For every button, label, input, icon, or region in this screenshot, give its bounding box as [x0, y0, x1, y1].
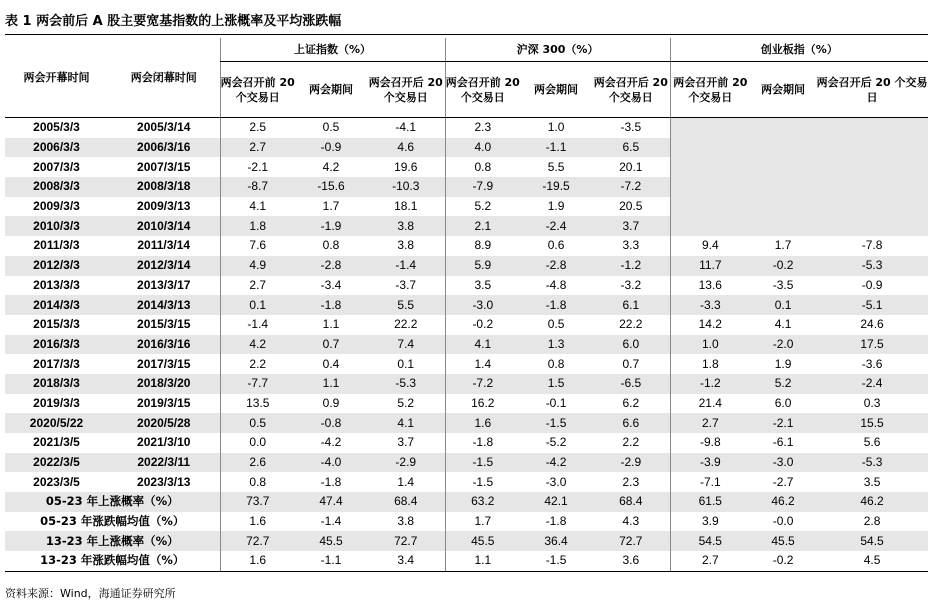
- cell-value: 5.2: [750, 374, 816, 394]
- cell-value: -0.9: [295, 138, 367, 158]
- cell-value: 3.5: [863, 474, 881, 489]
- cell-value: -2.1: [220, 157, 295, 177]
- cell-value: 1.3: [520, 335, 592, 355]
- cell-open-date: 2011/3/3: [33, 238, 80, 253]
- table-row: [5, 236, 928, 256]
- cell-value: 22.2: [619, 317, 643, 332]
- cell-value: 3.8: [397, 238, 415, 253]
- table-row: [5, 216, 928, 236]
- cell-value: [816, 216, 928, 236]
- cell-value: -3.4: [320, 277, 342, 292]
- cell-value: -0.2: [750, 551, 816, 571]
- cell-value: 5.9: [445, 256, 520, 276]
- cell-close-date: 2017/3/15: [137, 356, 191, 371]
- cell-value: -2.4: [816, 374, 928, 394]
- cell-value: 21.4: [670, 394, 750, 414]
- cell-value: -3.7: [395, 277, 417, 292]
- table-row: [5, 433, 928, 453]
- cell-value: 16.2: [445, 394, 520, 414]
- cell-value: 3.5: [445, 276, 520, 296]
- summary-row: [5, 531, 928, 551]
- table-row: [5, 197, 928, 217]
- table-body: [5, 118, 928, 572]
- cell-value: 6.0: [774, 395, 792, 410]
- cell-open-date: 2017/3/3: [33, 356, 80, 371]
- cell-value: -5.3: [816, 256, 928, 276]
- cell-value: 2.7: [220, 276, 295, 296]
- cell-value: -1.5: [445, 453, 520, 473]
- summary-row: [5, 512, 928, 532]
- cell-close-date: 2021/3/10: [137, 435, 191, 450]
- cell-value: -5.3: [367, 374, 445, 394]
- cell-value: 15.5: [816, 413, 928, 433]
- cell-value: -2.9: [592, 453, 670, 473]
- cell-value: 2.2: [622, 435, 640, 450]
- cell-value: 3.8: [367, 216, 445, 236]
- cell-value: 0.1: [750, 295, 816, 315]
- cell-value: 45.5: [445, 531, 520, 551]
- summary-row: [5, 492, 928, 512]
- cell-value: 2.7: [220, 138, 295, 158]
- cell-value: -7.8: [861, 238, 883, 253]
- cell-value: 4.1: [367, 413, 445, 433]
- cell-close-date: 2016/3/16: [108, 335, 220, 355]
- cell-value: 4.2: [322, 159, 340, 174]
- cell-value: 0.1: [397, 356, 415, 371]
- cell-value: 4.0: [445, 138, 520, 158]
- cell-value: -3.2: [620, 277, 642, 292]
- cell-open-date: 2007/3/3: [33, 159, 80, 174]
- cell-open-date: 2013/3/3: [33, 277, 80, 292]
- cell-value: -1.9: [295, 216, 367, 236]
- cell-value: -1.8: [545, 514, 567, 529]
- cell-value: -2.7: [772, 474, 794, 489]
- cell-value: 0.8: [445, 157, 520, 177]
- cell-open-date: 2015/3/3: [33, 317, 80, 332]
- cell-value: -1.4: [367, 256, 445, 276]
- cell-value: -7.1: [670, 472, 750, 492]
- cell-close-date: 2006/3/16: [108, 138, 220, 158]
- cell-value: 2.3: [622, 474, 640, 489]
- table-row: [5, 118, 928, 138]
- cell-value: 6.0: [592, 335, 670, 355]
- cell-value: 4.2: [220, 335, 295, 355]
- cell-close-date: 2014/3/13: [108, 295, 220, 315]
- cell-value: 3.4: [367, 551, 445, 571]
- table-row: [5, 276, 928, 296]
- cell-value: 47.4: [295, 492, 367, 512]
- cell-value: -4.1: [395, 120, 417, 135]
- source-footnote: 资料来源：Wind，海通证券研究所: [5, 587, 176, 600]
- cell-value: 4.1: [445, 335, 520, 355]
- table-row: [5, 295, 928, 315]
- cell-value: -2.8: [520, 256, 592, 276]
- cell-value: -1.8: [445, 433, 520, 453]
- cell-value: [750, 118, 816, 138]
- cell-value: 1.7: [322, 199, 340, 214]
- cell-value: 4.1: [774, 317, 792, 332]
- cell-value: [750, 197, 816, 217]
- cell-close-date: 2012/3/14: [108, 256, 220, 276]
- cell-value: 0.9: [322, 395, 340, 410]
- cell-open-date: 2020/5/22: [5, 413, 108, 433]
- cell-value: 1.6: [445, 413, 520, 433]
- summary-label: 05-23 年涨跌幅均值（%）: [40, 514, 185, 529]
- cell-open-date: 2005/3/3: [33, 120, 80, 135]
- header-group-chinext: 创业板指（%）: [670, 38, 928, 62]
- cell-value: 7.6: [220, 236, 295, 256]
- cell-value: -0.0: [772, 514, 794, 529]
- cell-close-date: 2009/3/13: [137, 199, 191, 214]
- cell-value: 20.5: [619, 199, 643, 214]
- cell-value: [750, 177, 816, 197]
- cell-value: -1.5: [520, 551, 592, 571]
- cell-value: -2.9: [367, 453, 445, 473]
- cell-value: 1.9: [774, 356, 792, 371]
- cell-value: -1.2: [670, 374, 750, 394]
- cell-value: -0.2: [445, 315, 520, 335]
- cell-value: -1.8: [520, 295, 592, 315]
- cell-value: 3.6: [592, 551, 670, 571]
- cell-value: [670, 197, 750, 217]
- cell-open-date: 2010/3/3: [5, 216, 108, 236]
- cell-value: -4.0: [295, 453, 367, 473]
- cell-value: 46.2: [816, 492, 928, 512]
- cell-value: -7.2: [592, 177, 670, 197]
- cell-value: -3.5: [772, 277, 794, 292]
- cell-open-date: 2022/3/5: [5, 453, 108, 473]
- cell-value: 2.6: [220, 453, 295, 473]
- cell-open-date: 2009/3/3: [33, 199, 80, 214]
- cell-open-date: 2021/3/5: [33, 435, 80, 450]
- cell-value: [750, 157, 816, 177]
- cell-value: 1.9: [547, 199, 565, 214]
- cell-value: -1.4: [220, 315, 295, 335]
- cell-value: 6.1: [592, 295, 670, 315]
- cell-value: -15.6: [295, 177, 367, 197]
- cell-value: -1.2: [592, 256, 670, 276]
- table-row: [5, 335, 928, 355]
- cell-value: 2.5: [220, 118, 295, 138]
- cell-value: [670, 118, 750, 138]
- cell-value: 7.4: [367, 335, 445, 355]
- cell-open-date: 2008/3/3: [5, 177, 108, 197]
- cell-value: -19.5: [520, 177, 592, 197]
- cell-value: 68.4: [367, 492, 445, 512]
- cell-value: 0.7: [622, 356, 640, 371]
- cell-close-date: 2020/5/28: [108, 413, 220, 433]
- cell-value: 14.2: [670, 315, 750, 335]
- cell-value: 0.3: [863, 395, 881, 410]
- cell-value: 5.5: [367, 295, 445, 315]
- cell-value: 2.1: [445, 216, 520, 236]
- table-caption: 表 1 两会前后 A 股主要宽基指数的上涨概率及平均涨跌幅: [5, 14, 342, 29]
- cell-value: 18.1: [394, 199, 418, 214]
- cell-value: -3.0: [445, 295, 520, 315]
- cell-value: 6.6: [592, 413, 670, 433]
- cell-value: 8.9: [445, 236, 520, 256]
- table-row: [5, 472, 928, 492]
- cell-value: -2.8: [295, 256, 367, 276]
- cell-value: -0.2: [750, 256, 816, 276]
- cell-value: 9.4: [670, 236, 750, 256]
- cell-value: [670, 138, 750, 158]
- cell-value: [816, 138, 928, 158]
- cell-close-date: 2008/3/18: [108, 177, 220, 197]
- cell-value: 73.7: [220, 492, 295, 512]
- cell-value: [816, 118, 928, 138]
- cell-value: 4.1: [220, 197, 295, 217]
- table-row: [5, 374, 928, 394]
- cell-value: [670, 216, 750, 236]
- cell-value: 1.1: [295, 374, 367, 394]
- summary-row: [5, 551, 928, 571]
- cell-value: 19.6: [394, 159, 418, 174]
- cell-value: 1.5: [520, 374, 592, 394]
- cell-value: 1.6: [220, 512, 295, 532]
- cell-value: 4.5: [816, 551, 928, 571]
- table-row: [5, 354, 928, 374]
- header-sub: 两会期间: [520, 62, 592, 118]
- cell-open-date: 2012/3/3: [5, 256, 108, 276]
- cell-close-date: 2019/3/15: [137, 395, 191, 410]
- cell-value: -3.0: [750, 453, 816, 473]
- cell-value: -1.5: [520, 413, 592, 433]
- cell-value: 0.5: [322, 120, 340, 135]
- cell-close-date: 2005/3/14: [137, 120, 191, 135]
- cell-value: 1.7: [445, 512, 520, 532]
- cell-value: 2.7: [670, 551, 750, 571]
- cell-value: -5.1: [816, 295, 928, 315]
- cell-close-date: 2022/3/11: [108, 453, 220, 473]
- cell-value: -3.0: [545, 474, 567, 489]
- cell-value: -2.4: [520, 216, 592, 236]
- cell-value: -8.7: [220, 177, 295, 197]
- header-open-date: 两会开幕时间: [5, 38, 108, 118]
- table-row: [5, 138, 928, 158]
- cell-value: -1.4: [320, 514, 342, 529]
- cell-value: 61.5: [670, 492, 750, 512]
- cell-value: 54.5: [816, 531, 928, 551]
- cell-value: 5.5: [547, 159, 565, 174]
- cell-value: [816, 157, 928, 177]
- cell-value: 1.6: [220, 551, 295, 571]
- cell-value: [750, 138, 816, 158]
- cell-close-date: 2010/3/14: [108, 216, 220, 236]
- cell-open-date: 2023/3/5: [33, 474, 80, 489]
- cell-value: -1.5: [445, 472, 520, 492]
- cell-value: 0.5: [547, 317, 565, 332]
- cell-value: 1.4: [397, 474, 415, 489]
- cell-value: [750, 216, 816, 236]
- header-sub: 两会召开前 20 个交易日: [445, 62, 520, 118]
- cell-value: 13.5: [220, 394, 295, 414]
- cell-value: 3.7: [397, 435, 415, 450]
- cell-value: 0.8: [220, 472, 295, 492]
- cell-value: -4.2: [320, 435, 342, 450]
- cell-value: 1.0: [547, 120, 565, 135]
- cell-value: 1.4: [445, 354, 520, 374]
- cell-value: -1.8: [295, 295, 367, 315]
- cell-value: 4.9: [220, 256, 295, 276]
- cell-open-date: 2019/3/3: [33, 395, 80, 410]
- cell-value: -7.7: [220, 374, 295, 394]
- cell-value: 3.8: [397, 514, 415, 529]
- cell-value: 68.4: [592, 492, 670, 512]
- cell-close-date: 2007/3/15: [137, 159, 191, 174]
- cell-value: -4.2: [520, 453, 592, 473]
- cell-value: 1.1: [445, 551, 520, 571]
- cell-value: 2.2: [220, 354, 295, 374]
- cell-value: 1.7: [774, 238, 792, 253]
- cell-value: -6.5: [592, 374, 670, 394]
- cell-value: -0.8: [295, 413, 367, 433]
- header-sub: 两会召开后 20 个交易日: [367, 62, 445, 118]
- cell-value: 46.2: [750, 492, 816, 512]
- cell-value: 6.5: [592, 138, 670, 158]
- cell-value: 1.8: [220, 216, 295, 236]
- cell-value: 2.3: [445, 118, 520, 138]
- table-row: [5, 157, 928, 177]
- cell-close-date: 2018/3/20: [108, 374, 220, 394]
- cell-value: -3.5: [620, 120, 642, 135]
- cell-open-date: 2018/3/3: [5, 374, 108, 394]
- cell-value: 54.5: [670, 531, 750, 551]
- cell-value: 22.2: [394, 317, 418, 332]
- cell-value: -7.2: [445, 374, 520, 394]
- cell-value: 11.7: [670, 256, 750, 276]
- cell-close-date: 2011/3/14: [137, 238, 191, 253]
- cell-value: 5.2: [445, 197, 520, 217]
- cell-value: 20.1: [619, 159, 643, 174]
- cell-value: [670, 157, 750, 177]
- cell-value: [670, 177, 750, 197]
- cell-value: 4.6: [367, 138, 445, 158]
- cell-value: 1.0: [670, 335, 750, 355]
- cell-value: 0.1: [220, 295, 295, 315]
- cell-value: -1.1: [295, 551, 367, 571]
- cell-value: 5.2: [397, 395, 415, 410]
- cell-value: -1.1: [520, 138, 592, 158]
- cell-value: -3.6: [861, 356, 883, 371]
- cell-value: 72.7: [592, 531, 670, 551]
- cell-value: 0.0: [220, 433, 295, 453]
- cell-value: 0.8: [547, 356, 565, 371]
- cell-value: -3.3: [670, 295, 750, 315]
- cell-value: 72.7: [367, 531, 445, 551]
- cell-value: -5.2: [545, 435, 567, 450]
- cell-value: 45.5: [295, 531, 367, 551]
- table-row: [5, 256, 928, 276]
- cell-close-date: 2015/3/15: [137, 317, 191, 332]
- cell-value: 0.4: [322, 356, 340, 371]
- cell-value: 4.3: [622, 514, 640, 529]
- header-close-date: 两会闭幕时间: [108, 38, 220, 118]
- table-header: [5, 38, 928, 118]
- cell-value: 36.4: [520, 531, 592, 551]
- cell-value: -6.1: [772, 435, 794, 450]
- table-row: [5, 177, 928, 197]
- cell-value: 45.5: [750, 531, 816, 551]
- header-sub: 两会召开后 20 个交易日: [816, 62, 928, 118]
- cell-value: -3.9: [670, 453, 750, 473]
- header-sub: 两会召开前 20 个交易日: [220, 62, 295, 118]
- cell-value: 42.1: [520, 492, 592, 512]
- cell-open-date: 2006/3/3: [5, 138, 108, 158]
- cell-close-date: 2013/3/17: [137, 277, 191, 292]
- cell-value: 0.8: [322, 238, 340, 253]
- cell-value: 2.7: [670, 413, 750, 433]
- cell-value: -5.3: [816, 453, 928, 473]
- cell-value: 0.5: [220, 413, 295, 433]
- cell-value: 24.6: [860, 317, 884, 332]
- cell-value: 6.2: [622, 395, 640, 410]
- cell-value: 13.6: [670, 276, 750, 296]
- cell-value: -10.3: [367, 177, 445, 197]
- header-sub: 两会期间: [295, 62, 367, 118]
- cell-value: 3.3: [622, 238, 640, 253]
- header-sub: 两会召开前 20 个交易日: [670, 62, 750, 118]
- table-row: [5, 453, 928, 473]
- cell-value: 1.1: [322, 317, 340, 332]
- cell-value: 2.8: [863, 514, 881, 529]
- table-row: [5, 394, 928, 414]
- summary-label: 13-23 年上涨概率（%）: [5, 531, 220, 551]
- cell-value: 0.7: [295, 335, 367, 355]
- cell-value: 63.2: [445, 492, 520, 512]
- cell-value: -1.8: [320, 474, 342, 489]
- cell-value: 17.5: [816, 335, 928, 355]
- cell-value: 3.9: [670, 512, 750, 532]
- cell-value: -9.8: [670, 433, 750, 453]
- header-group-csi300: 沪深 300（%）: [445, 38, 670, 62]
- cell-value: [816, 177, 928, 197]
- cell-close-date: 2023/3/13: [137, 474, 191, 489]
- cell-open-date: 2014/3/3: [5, 295, 108, 315]
- cell-open-date: 2016/3/3: [5, 335, 108, 355]
- cell-value: -4.8: [545, 277, 567, 292]
- cell-value: -0.9: [861, 277, 883, 292]
- header-sub: 两会召开后 20 个交易日: [592, 62, 670, 118]
- cell-value: -0.1: [545, 395, 567, 410]
- cell-value: 72.7: [220, 531, 295, 551]
- summary-label: 13-23 年涨跌幅均值（%）: [5, 551, 220, 571]
- cell-value: 0.6: [547, 238, 565, 253]
- cell-value: 5.6: [863, 435, 881, 450]
- cell-value: 1.8: [670, 354, 750, 374]
- caption-rule: [5, 34, 928, 35]
- table-row: [5, 315, 928, 335]
- cell-value: -7.9: [445, 177, 520, 197]
- cell-value: 3.7: [592, 216, 670, 236]
- cell-value: -2.0: [750, 335, 816, 355]
- cell-value: -2.1: [750, 413, 816, 433]
- header-sub: 两会期间: [750, 62, 816, 118]
- data-table: [5, 38, 928, 572]
- summary-label: 05-23 年上涨概率（%）: [5, 492, 220, 512]
- cell-value: [816, 197, 928, 217]
- header-group-sse: 上证指数（%）: [220, 38, 445, 62]
- table-row: [5, 413, 928, 433]
